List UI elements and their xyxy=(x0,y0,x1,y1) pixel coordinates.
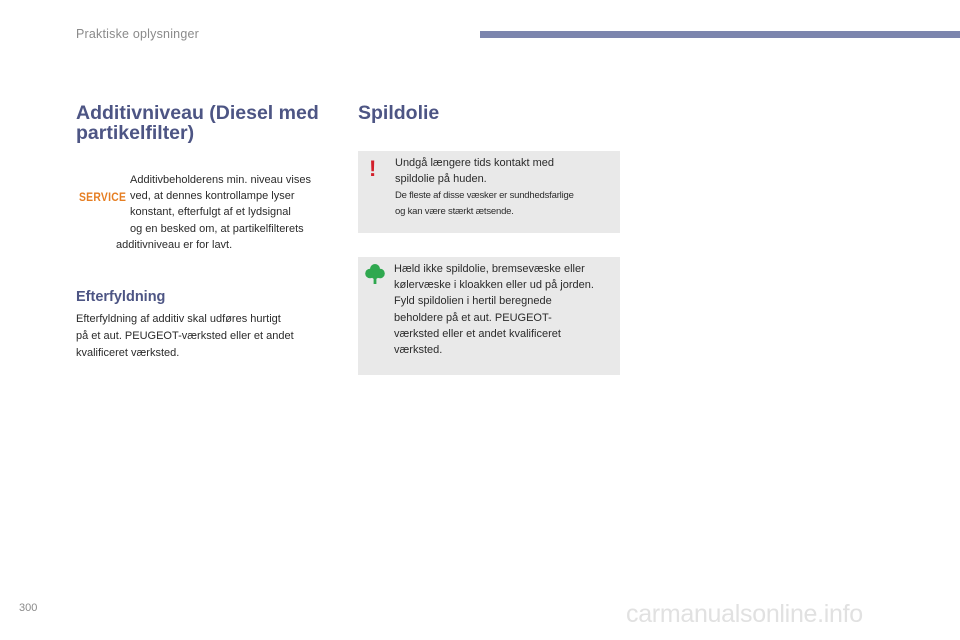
service-description xyxy=(116,172,345,253)
warning-text xyxy=(395,155,610,187)
environment-line: kølervæske i kloakken eller ud på jorden. xyxy=(394,279,594,292)
subheading-refill: Efterfyldning xyxy=(76,289,166,305)
refill-line: på et aut. PEUGEOT-værksted eller et andet xyxy=(76,330,294,342)
service-line: additivniveau er for lavt. xyxy=(116,238,233,251)
tree-icon xyxy=(365,263,385,285)
header-accent-bar xyxy=(480,31,960,38)
environment-line: værksted. xyxy=(394,344,443,357)
running-head: Praktiske oplysninger xyxy=(76,27,200,41)
refill-line: kvalificeret værksted. xyxy=(76,347,180,359)
service-line: og en besked om, at partikelfilterets xyxy=(130,222,304,235)
warning-line: Undgå længere tids kontakt med xyxy=(395,157,554,169)
warning-box xyxy=(358,151,620,233)
exclamation-icon: ! xyxy=(369,156,377,181)
environment-line: beholdere på et aut. PEUGEOT- xyxy=(394,311,552,324)
service-icon: SERVICE xyxy=(79,192,127,204)
environment-box xyxy=(358,257,620,375)
refill-description xyxy=(76,311,326,362)
environment-line: værksted eller et andet kvalificeret xyxy=(394,327,561,340)
environment-text xyxy=(394,261,616,358)
service-line: konstant, efterfulgt af et lydsignal xyxy=(130,206,291,219)
warning-subline: De fleste af disse væsker er sundhedsfarlige xyxy=(395,190,574,201)
warning-subline: og kan være stærkt ætsende. xyxy=(395,206,514,217)
warning-subtext xyxy=(395,188,617,220)
section-heading-waste-oil: Spildolie xyxy=(358,102,440,124)
page-number: 300 xyxy=(19,602,38,614)
refill-line: Efterfyldning af additiv skal udføres hurtigt xyxy=(76,313,281,325)
environment-line: Hæld ikke spildolie, bremsevæske eller xyxy=(394,263,585,275)
service-line: ved, at dennes kontrollampe lyser xyxy=(130,190,295,203)
watermark: carmanualsonline.info xyxy=(626,600,863,628)
service-line: Additivbeholderens min. niveau vises xyxy=(130,174,311,186)
warning-line: spildolie på huden. xyxy=(395,173,487,185)
section-heading-additive: Additivniveau (Diesel med partikelfilter) xyxy=(76,102,319,144)
environment-line: Fyld spildolien i hertil beregnede xyxy=(394,295,552,308)
